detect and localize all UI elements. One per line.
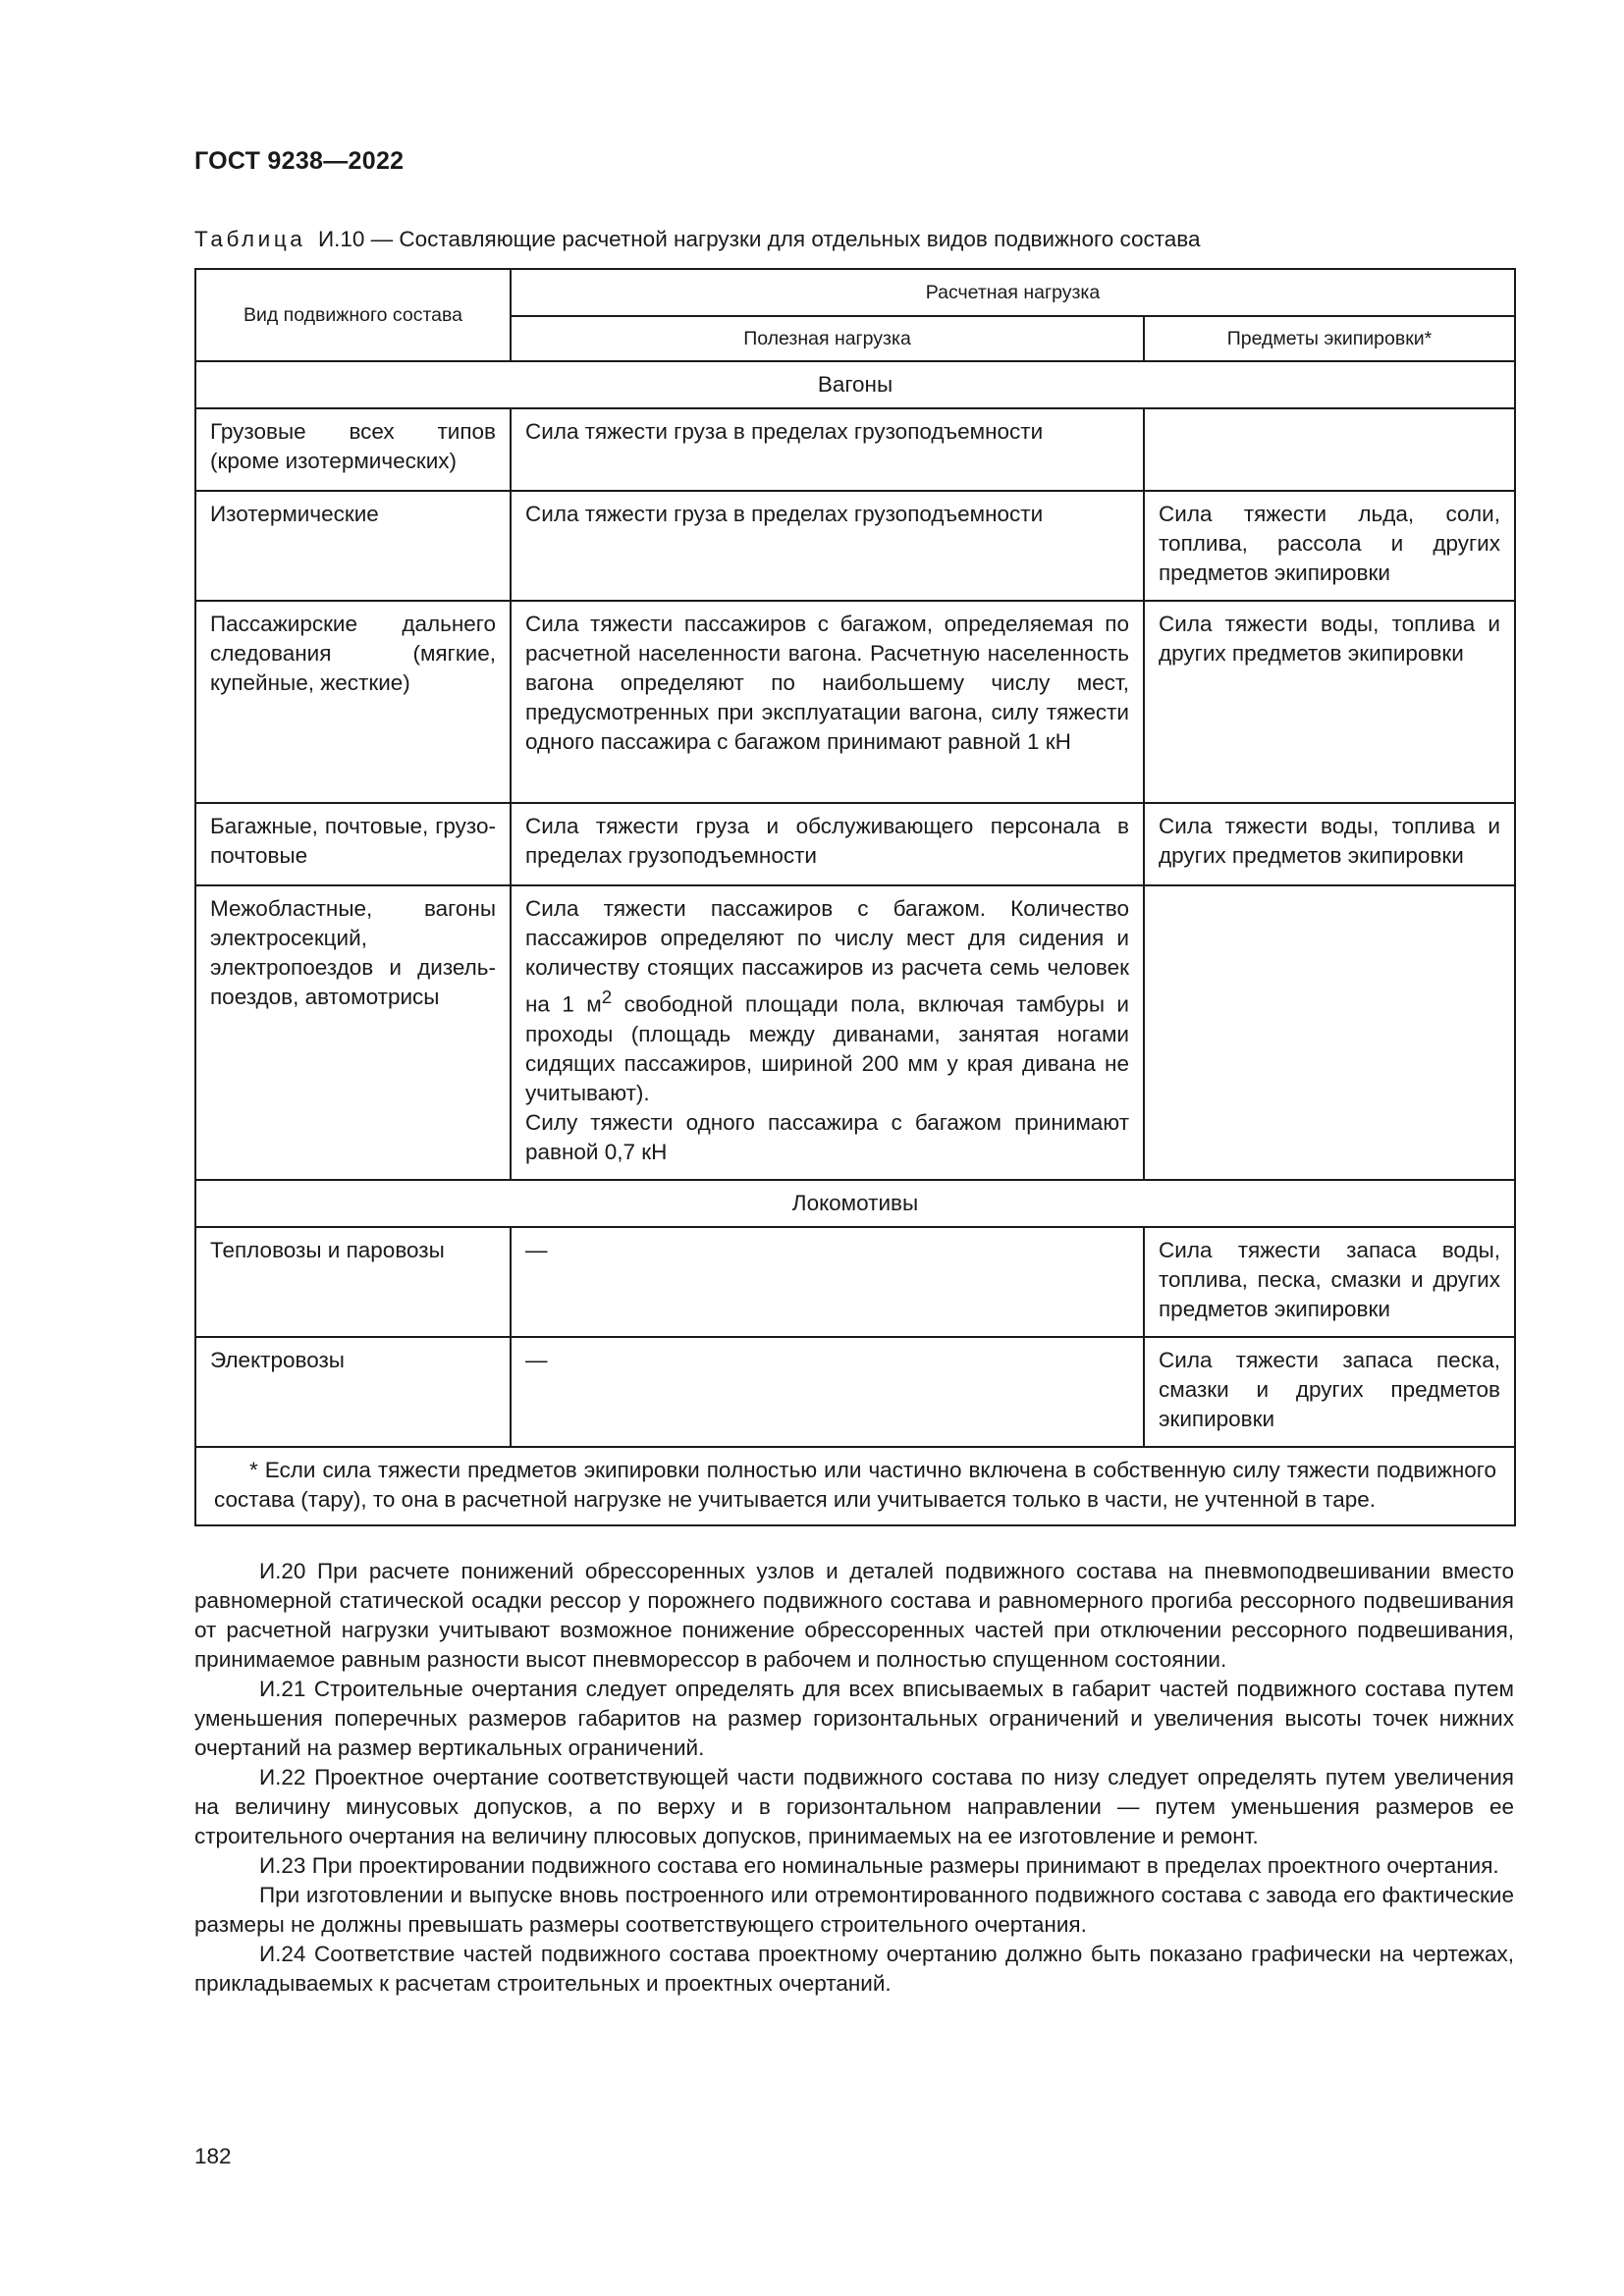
standard-header: ГОСТ 9238—2022: [194, 147, 405, 175]
footnote-row: [195, 1447, 1515, 1525]
paragraph: При изготовлении и выпуске вновь построенного или отремонтированного подвижного состава с завода его фактические размеры не должны превышать размеры соответствующего строительного очертания.: [194, 1883, 1514, 1937]
equipment-cell: Сила тяжести запаса песка, смазки и других предметов экипировки: [1144, 1337, 1515, 1447]
load-components-table: [194, 268, 1516, 1526]
table-footnote: [195, 1447, 1515, 1525]
section-row-wagons: [195, 361, 1515, 408]
vehicle-type-cell: Грузовые всех типов (кроме изотермических): [195, 408, 511, 491]
vehicle-type-cell: Электровозы: [195, 1337, 511, 1447]
body-text: [194, 1557, 1514, 1999]
equipment-cell: Сила тяжести запаса воды, топлива, песка, смазки и других предметов экипировки: [1144, 1227, 1515, 1337]
payload-text-part-b: свободной площади пола, включая тамбуры и проходы (площадь между диванами, занятая ногами сидящих пассажиров, шириной 200 мм у края дивана не учитывают).: [525, 991, 1129, 1105]
section-title-locomotives: Локомотивы: [195, 1180, 1515, 1227]
equipment-cell: [1144, 408, 1515, 491]
header-design-load: Расчетная нагрузка: [511, 269, 1515, 316]
paragraph: И.23 При проектировании подвижного состава его номинальные размеры принимают в пределах проектного очертания.: [259, 1853, 1499, 1878]
vehicle-type-cell: Тепловозы и паровозы: [195, 1227, 511, 1337]
payload-cell: —: [511, 1337, 1144, 1447]
paragraph: И.24 Соответствие частей подвижного состава проектному очертанию должно быть показано графически на чертежах, прикладываемых к расчетам строительных и проектных очертаний.: [194, 1942, 1514, 1996]
equipment-cell: [1144, 885, 1515, 1180]
vehicle-type-cell: Изотермические: [195, 491, 511, 601]
table-row: [195, 601, 1515, 803]
header-payload: Полезная нагрузка: [511, 316, 1144, 361]
header-equipment: Предметы экипировки*: [1144, 316, 1515, 361]
section-row-locomotives: [195, 1180, 1515, 1227]
page-number: 182: [194, 2144, 232, 2168]
table-row: [195, 885, 1515, 1180]
payload-text-part-a: Сила тяжести пассажиров с багажом. Количество пассажиров определяют по числу мест для сидения и количеству стоящих пассажиров из расчета семь человек на 1 м: [525, 896, 1129, 1017]
payload-cell: —: [511, 1227, 1144, 1337]
payload-cell: Сила тяжести груза в пределах грузоподъемности: [511, 408, 1144, 491]
vehicle-type-cell: Межобластные, вагоны электросекций, электропоездов и дизель-поездов, автомотрисы: [195, 885, 511, 1180]
payload-cell: Сила тяжести груза в пределах грузоподъемности: [511, 491, 1144, 601]
table-caption: [194, 227, 1201, 252]
payload-cell: Сила тяжести пассажиров с багажом, определяемая по расчетной населенности вагона. Расчетную населенность вагона определяют по наибольшему числу мест, предусмотренных при эксплуатации вагона, силу тяжести одного пассажира с багажом принимают равной 1 кН: [511, 601, 1144, 803]
footnote-text: * Если сила тяжести предметов экипировки полностью или частично включена в собственную силу тяжести подвижного состава (тару), то она в расчетной нагрузке не учитывается или учитывается только в части, не учтенной в таре.: [214, 1457, 1496, 1512]
table-row: [195, 1337, 1515, 1447]
equipment-cell: Сила тяжести воды, топлива и других предметов экипировки: [1144, 803, 1515, 885]
paragraph: И.21 Строительные очертания следует определять для всех вписываемых в габарит частей подвижного состава путем уменьшения поперечных размеров габаритов на размер горизонтальных ограничений и увеличения высоты точек нижних очертаний на размер вертикальных ограничений.: [194, 1677, 1514, 1760]
payload-cell: Сила тяжести груза и обслуживающего персонала в пределах грузоподъемности: [511, 803, 1144, 885]
table-row: [195, 491, 1515, 601]
paragraph: И.20 При расчете понижений обрессоренных узлов и деталей подвижного состава на пневмоподвешивании вместо равномерной статической осадки рессор у порожнего подвижного состава и равномерного прогиба рессорного подвешивания от расчетной нагрузки учитывают возможное понижение обрессоренных частей при отключении рессорного подвешивания, принимаемое равным разности высот пневморессор в рабочем и полностью спущенном состоянии.: [194, 1559, 1514, 1672]
equipment-cell: Сила тяжести льда, соли, топлива, рассола и других предметов экипировки: [1144, 491, 1515, 601]
vehicle-type-cell: Пассажирские дальнего следования (мягкие, купейные, жесткие): [195, 601, 511, 803]
table-row: [195, 1227, 1515, 1337]
table-header-row: [195, 269, 1515, 316]
payload-cell: [511, 885, 1144, 1180]
header-vehicle-type: Вид подвижного состава: [195, 269, 511, 361]
table-caption-label: Таблица: [194, 227, 306, 251]
equipment-cell: Сила тяжести воды, топлива и других предметов экипировки: [1144, 601, 1515, 803]
section-title-wagons: Вагоны: [195, 361, 1515, 408]
payload-text-part-c: Силу тяжести одного пассажира с багажом принимают равной 0,7 кН: [525, 1109, 1129, 1164]
payload-superscript: 2: [601, 987, 613, 1007]
table-row: [195, 408, 1515, 491]
vehicle-type-cell: Багажные, почтовые, грузо-почтовые: [195, 803, 511, 885]
table-caption-text: И.10 — Составляющие расчетной нагрузки для отдельных видов подвижного состава: [317, 227, 1201, 251]
table-row: [195, 803, 1515, 885]
paragraph: И.22 Проектное очертание соответствующей части подвижного состава по низу следует определять путем увеличения на величину минусовых допусков, а по верху и в горизонтальном направлении — путем уменьшения размеров ее строительного очертания на величину плюсовых допусков, принимаемых на ее изготовление и ремонт.: [194, 1765, 1514, 1848]
